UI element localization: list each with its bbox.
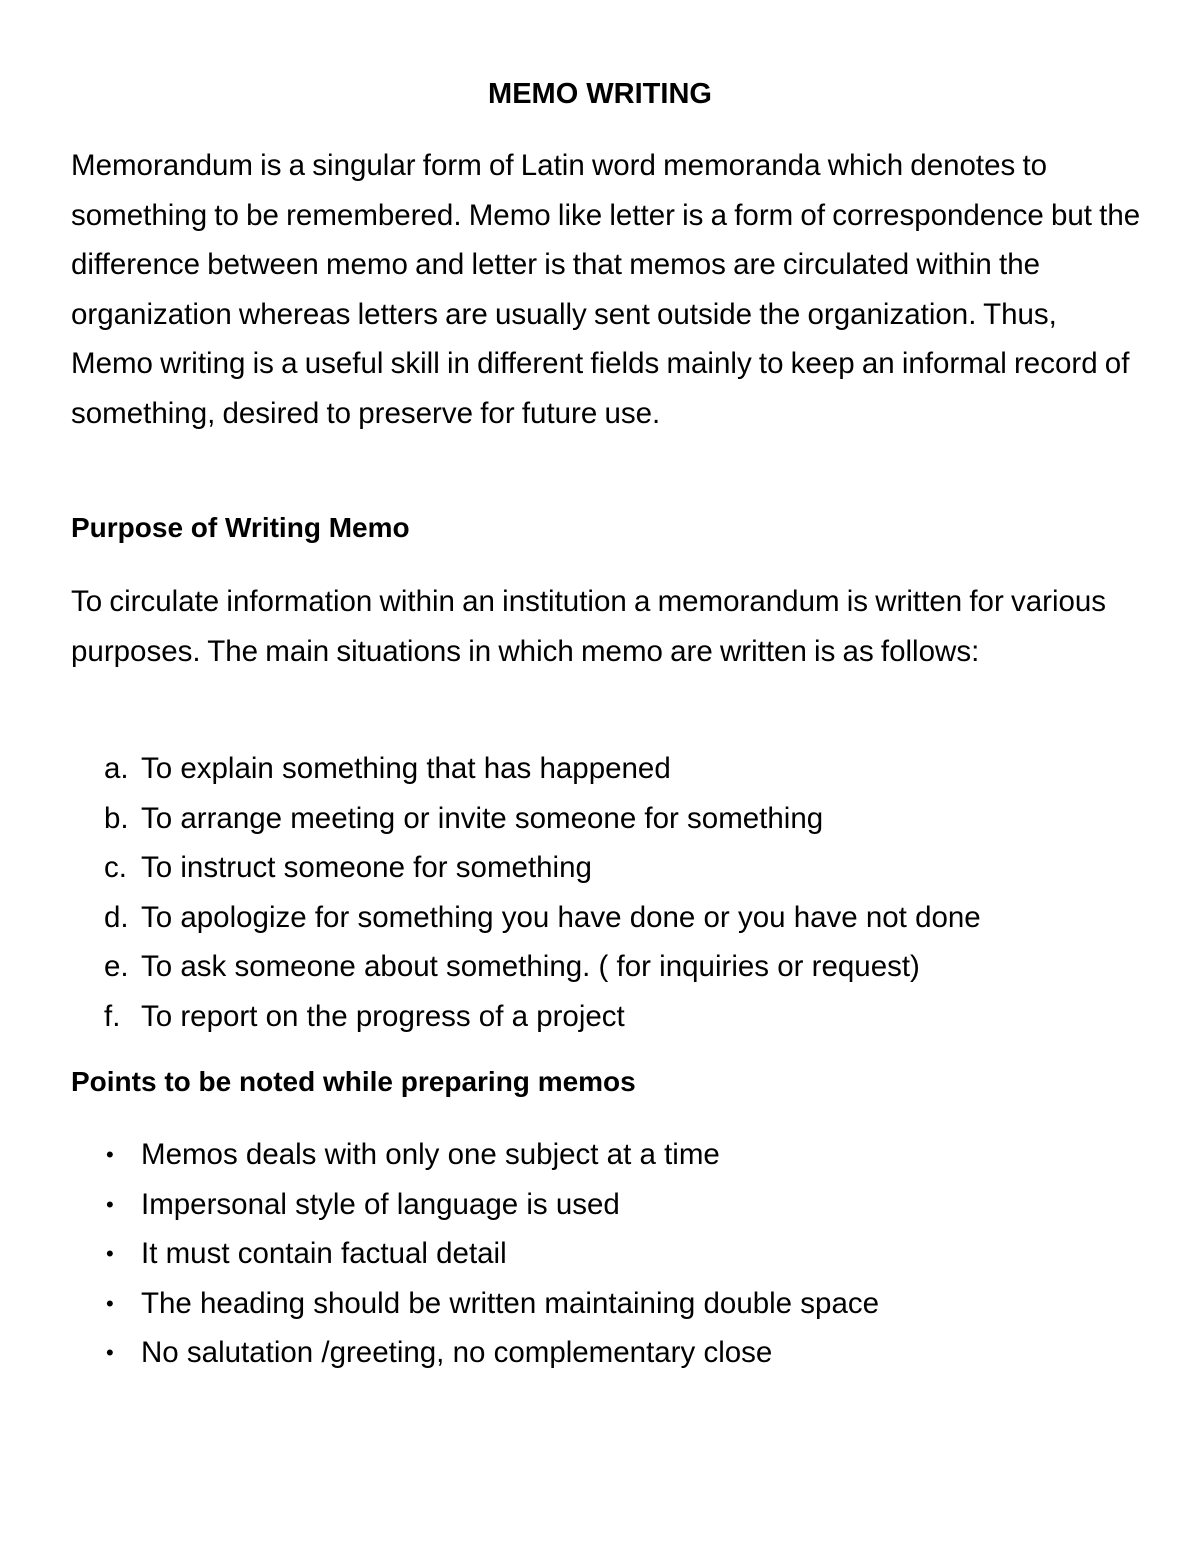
- points-list: [104, 1130, 879, 1378]
- list-marker: c.: [104, 851, 127, 885]
- list-item-text: To report on the progress of a project: [141, 999, 625, 1033]
- bullet-icon: •: [106, 1340, 114, 1366]
- list-item-text: To apologize for something you have done or you have not done: [141, 900, 981, 934]
- list-item: [104, 1229, 879, 1279]
- list-item: [104, 1180, 879, 1230]
- list-item: [104, 1130, 879, 1180]
- purpose-heading: Purpose of Writing Memo: [71, 512, 410, 543]
- list-item: [104, 992, 981, 1042]
- list-item-text: The heading should be written maintaining double space: [141, 1286, 880, 1320]
- list-item: [104, 794, 981, 844]
- list-item: [104, 1279, 879, 1329]
- list-item: [104, 744, 981, 794]
- list-item-text: To ask someone about something. ( for inquiries or request): [141, 950, 920, 984]
- list-item-text: Impersonal style of language is used: [141, 1187, 620, 1221]
- list-item-text: To instruct someone for something: [141, 851, 592, 885]
- list-item: [104, 843, 981, 893]
- purpose-paragraph: To circulate information within an institution a memorandum is written for various purposes. The main situations in which memo are written is as follows:: [71, 585, 1107, 668]
- list-item-text: To arrange meeting or invite someone for something: [141, 801, 824, 835]
- bullet-icon: •: [106, 1241, 114, 1267]
- purpose-list: [104, 744, 981, 1042]
- bullet-icon: •: [106, 1191, 114, 1217]
- list-item: [104, 942, 981, 992]
- intro-paragraph: Memorandum is a singular form of Latin word memoranda which denotes to something to be remembered. Memo like letter is a form of correspondence but the difference between memo and letter is that memos are circulated within the organization whereas letters are usually sent outside the organization. Thus, Memo writing is a useful skill in different fields mainly to keep an informal record of something, desired to preserve for future use.: [71, 149, 1141, 430]
- list-marker: d.: [104, 900, 129, 934]
- points-heading: Points to be noted while preparing memos: [71, 1066, 636, 1097]
- list-marker: a.: [104, 752, 129, 785]
- list-item-text: No salutation /greeting, no complementary close: [141, 1336, 773, 1370]
- list-marker: b.: [104, 801, 129, 835]
- list-item: [104, 1328, 879, 1378]
- list-item: [104, 893, 981, 943]
- list-item-text: It must contain factual detail: [141, 1237, 507, 1271]
- list-marker: f.: [104, 999, 121, 1033]
- bullet-icon: •: [106, 1142, 114, 1167]
- list-item-text: Memos deals with only one subject at a time: [141, 1138, 720, 1171]
- list-item-text: To explain something that has happened: [141, 752, 671, 785]
- list-marker: e.: [104, 950, 129, 984]
- document-title: MEMO WRITING: [488, 78, 712, 110]
- bullet-icon: •: [106, 1290, 114, 1316]
